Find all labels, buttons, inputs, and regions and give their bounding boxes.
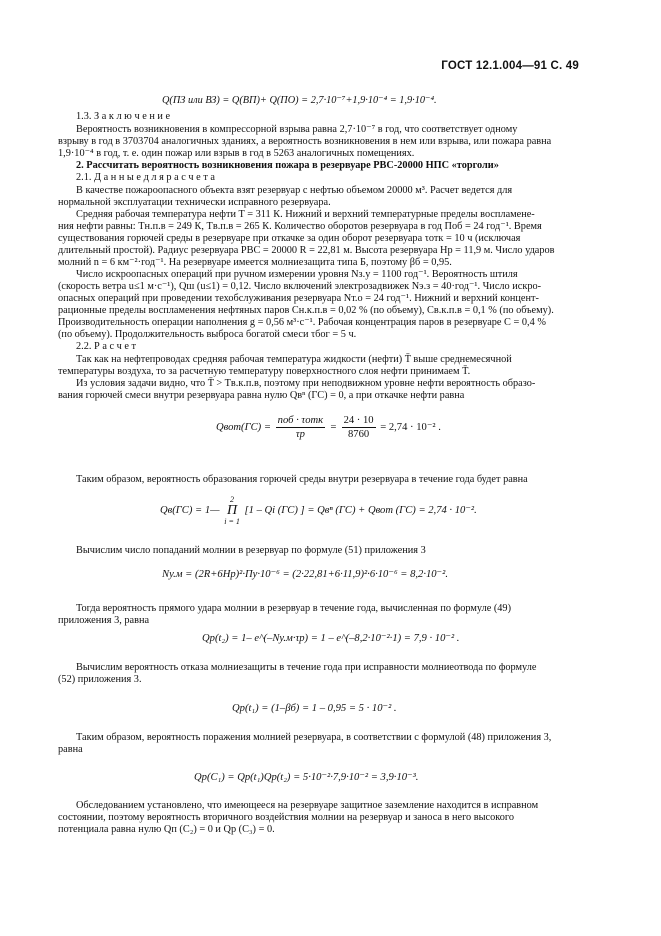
paragraph-line: Вычислим вероятность отказа молниезащиты в течение года при исправности молниеотвода по формуле: [76, 662, 537, 673]
formula-rhs: = 2,74 · 10⁻² .: [380, 421, 441, 433]
paragraph-line: Тогда вероятность прямого удара молнии в резервуар в течение года, вычисленная по формуле (49): [76, 603, 512, 614]
formula-strike-probability: Qр(C₁) = Qр(t₁)Qр(t₂) = 5·10⁻²·7,9·10⁻² = 3,9·10⁻³.: [194, 772, 419, 783]
paragraph-line: В качестве пожароопасного объекта взят резервуар с нефтью объемом 20000 м³. Расчет ведется для: [76, 185, 513, 196]
section-heading: 2.1. Д а н н ы е д л я р а с ч е т а: [76, 172, 215, 183]
product-operator: [224, 495, 240, 526]
paragraph-line: 1,9·10⁻⁴ в год, т. е. один пожар или взрыв в год в 5263 аналогичных помещениях.: [58, 148, 415, 159]
paragraph-line: (52) приложения 3.: [58, 674, 142, 685]
paragraph-line: опасных операций при проведении техобслуживания резервуара Nт.о = 24 год⁻¹. Нижний и верхний концент-: [58, 293, 539, 304]
paragraph-line: рационные пределы воспламенения нефтяных паров Cн.к.п.в = 0,02 % (по объему), Cв.к.п.в = 0,1 % (по объему).: [58, 305, 554, 316]
paragraph-line: Из условия задачи видно, что T̄ > Tв.к.п.в, поэтому при неподвижном уровне нефти вероятность образо-: [76, 378, 536, 389]
paragraph-line: Таким образом, вероятность поражения молнией резервуара, в соответствии с формулой (48) приложения 3,: [76, 732, 552, 743]
paragraph-line: взрыву в год в 3703704 аналогичных зданиях, а вероятность возникновения в нем или взрыва, или пожара равна: [58, 136, 552, 147]
formula-protection-failure: Qр(t₁) = (1–βб) = 1 – 0,95 = 5 · 10⁻² .: [232, 703, 397, 714]
formula-otkachka: [216, 415, 441, 440]
paragraph-line: молний n = 6 км⁻²·год⁻¹. На резервуаре имеется молниезащита типа Б, поэтому βб = 0,95.: [58, 257, 452, 268]
formula-probability-year: [160, 495, 477, 526]
denominator: τр: [295, 429, 305, 440]
paragraph-line: Производительность операции наполнения g = 0,56 м³·с⁻¹. Рабочая концентрация паров в резервуаре C = 0,4 %: [58, 317, 546, 328]
formula-lhs: Qвот(ГС) =: [216, 421, 272, 433]
paragraph-line: температуры воздуха, то за расчетную температуру поверхностного слоя нефти принимаем T̄.: [58, 366, 471, 377]
numerator: nоб · τотк: [277, 415, 324, 426]
paragraph-line: равна: [58, 744, 83, 755]
paragraph-line: состоянии, поэтому вероятность вторичного воздействия молнии на резервуар и заноса в него высокого: [58, 812, 514, 823]
formula-lhs: Qв(ГС) = 1—: [160, 504, 220, 516]
paragraph-line: потенциала равна нулю Qп (C₂) = 0 и Qр (C₃) = 0.: [58, 824, 275, 835]
paragraph-line: (скорость ветра u≤1 м·с⁻¹), Qш (u≤1) = 0,12. Число включений электрозадвижек Nэ.з = 40·год⁻¹. Число искро-: [58, 281, 542, 292]
formula-rhs: [1 – Qi (ГС) ] = Qвⁿ (ГС) + Qвот (ГС) = 2,74 · 10⁻².: [244, 504, 477, 516]
paragraph-line: Обследованием установлено, что имеющееся на резервуаре защитное заземление находится в исправном: [76, 800, 539, 811]
paragraph-line: ния нефти равны: Tн.п.в = 249 К, Tв.п.в = 265 К. Количество оборотов резервуара в год Поб = 24 год⁻¹. Время: [58, 221, 542, 232]
formula-lightning-count: Nу.м = (2R+6Hр)²·Пу·10⁻⁶ = (2·22,81+6·11,9)²·6·10⁻⁶ = 8,2·10⁻².: [162, 569, 448, 580]
section-heading: 2.2. Р а с ч е т: [76, 341, 137, 352]
paragraph-line: Вероятность возникновения в компрессорной взрыва равна 2,7·10⁻⁷ в год, что соответствует одному: [76, 124, 518, 135]
paragraph-line: нормальной эксплуатации технически исправного резервуара.: [58, 197, 331, 208]
fraction: [342, 415, 376, 440]
product-upper: 2: [230, 495, 235, 504]
section-heading: 1.3. З а к л ю ч е н и е: [76, 111, 171, 122]
paragraph-line: существования горючей среды в резервуаре при откачке за один оборот резервуара τотк = 10 ч (исключая: [58, 233, 521, 244]
paragraph-line: Число искроопасных операций при ручном измерении уровня Nз.у = 1100 год⁻¹. Вероятность штиля: [76, 269, 518, 280]
fraction: [276, 415, 325, 440]
product-lower: i = 1: [224, 517, 240, 526]
paragraph-line: Вычислим число попаданий молнии в резервуар по формуле (51) приложения 3: [76, 545, 426, 556]
paragraph-line: длительный простой). Радиус резервуара РВС = 20000 R = 22,81 м. Высота резервуара Hр = 11,9 м. Число ударов: [58, 245, 555, 256]
section-heading: 2. Рассчитать вероятность возникновения пожара в резервуаре РВС-20000 НПС «торголи»: [76, 160, 499, 171]
denominator: 8760: [347, 429, 370, 440]
paragraph-line: (по объему). Продолжительность выброса богатой смеси τбог = 5 ч.: [58, 329, 357, 340]
product-symbol: Π: [226, 503, 238, 518]
formula-line: Q(ПЗ или ВЗ) = Q(ВП)+ Q(ПО) = 2,7·10⁻⁷+1,9·10⁻⁴ = 1,9·10⁻⁴.: [162, 95, 437, 106]
formula-direct-strike: Qр(t₂) = 1– e^(–Nу.м·τр) = 1 – e^(–8,2·10⁻²·1) = 7,9 · 10⁻² .: [202, 633, 460, 644]
paragraph-line: приложения 3, равна: [58, 615, 150, 626]
paragraph-line: Так как на нефтепроводах средняя рабочая температура жидкости (нефти) T̄ выше среднемесячной: [76, 354, 512, 365]
page-header: ГОСТ 12.1.004—91 С. 49: [441, 60, 579, 72]
paragraph-line: Таким образом, вероятность образования горючей среды внутри резервуара в течение года будет равна: [76, 474, 528, 485]
paragraph-line: вания горючей смеси внутри резервуара равна нулю Qвⁿ (ГС) = 0, а при откачке нефти равна: [58, 390, 465, 401]
equals-sign: =: [329, 421, 337, 433]
numerator: 24 · 10: [343, 415, 374, 426]
paragraph-line: Средняя рабочая температура нефти T = 311 К. Нижний и верхний температурные пределы воспламене-: [76, 209, 535, 220]
